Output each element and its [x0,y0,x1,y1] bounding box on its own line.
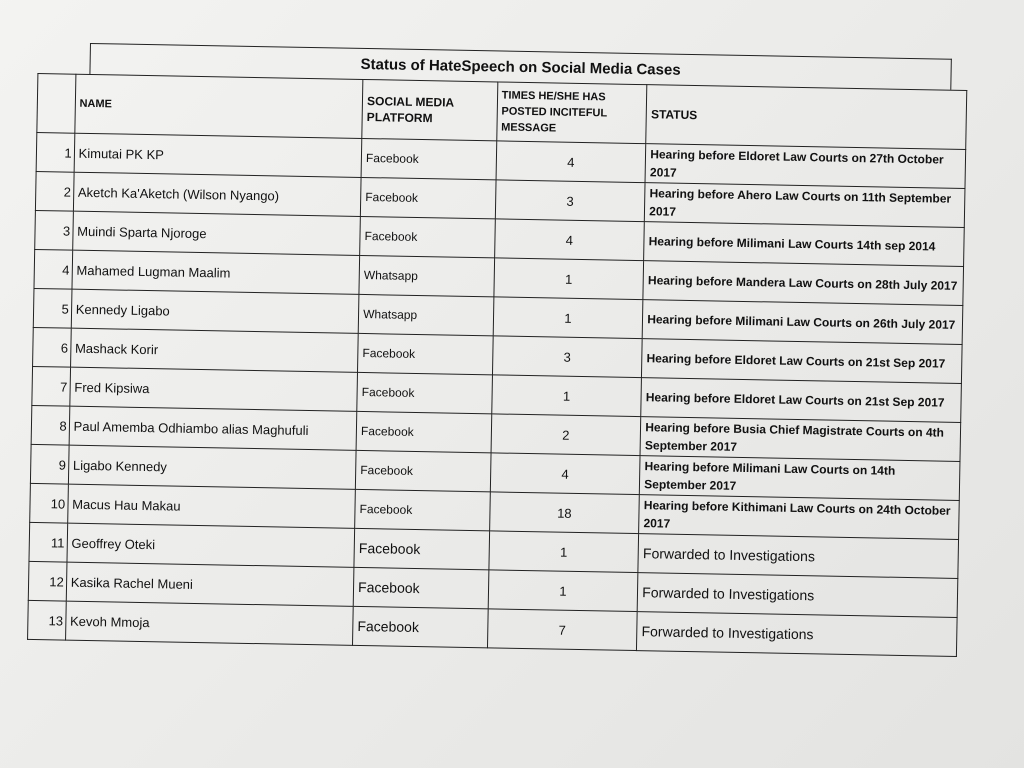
row-platform: Facebook [356,411,491,452]
row-platform: Whatsapp [358,294,493,335]
row-number: 7 [32,366,70,406]
row-times: 1 [494,258,644,300]
row-number: 1 [36,132,74,172]
row-times: 1 [491,375,641,417]
row-status: Hearing before Busia Chief Magistrate Courts on 4th September 2017 [640,417,960,462]
row-number: 5 [33,288,71,328]
row-number: 8 [31,405,69,445]
row-platform: Facebook [355,450,490,491]
row-platform: Facebook [353,567,488,608]
row-status: Forwarded to Investigations [637,612,957,657]
row-times: 1 [488,570,638,612]
row-name: Kasika Rachel Mueni [66,562,354,606]
header-name: NAME [75,74,363,138]
row-status: Forwarded to Investigations [637,573,957,618]
row-times: 4 [494,219,644,261]
row-number: 3 [35,210,73,250]
row-name: Mashack Korir [70,328,358,372]
document-table [27,42,968,657]
row-platform: Facebook [353,606,488,647]
row-status: Hearing before Ahero Law Courts on 11th September 2017 [645,183,965,228]
row-status: Hearing before Eldoret Law Courts on 21st Sep 2017 [642,339,962,384]
row-name: Kevoh Mmoja [65,601,353,645]
row-times: 4 [496,141,646,183]
header-times: TIMES HE/SHE HAS POSTED INCITEFUL MESSAGE [496,82,647,144]
row-platform: Facebook [358,333,493,374]
row-platform: Facebook [361,138,496,179]
row-platform: Whatsapp [359,255,494,296]
row-status: Hearing before Milimani Law Courts 14th sep 2014 [644,222,964,267]
row-name: Muindi Sparta Njoroge [72,211,360,255]
row-platform: Facebook [357,372,492,413]
row-number: 6 [33,327,71,367]
row-times: 3 [495,180,645,222]
row-platform: Facebook [354,528,489,569]
row-number: 13 [28,600,66,640]
row-status: Hearing before Eldoret Law Courts on 21st Sep 2017 [641,378,961,423]
row-name: Aketch Ka'Aketch (Wilson Nyango) [73,172,361,216]
row-platform: Facebook [360,177,495,218]
row-number: 10 [30,483,68,523]
row-name: Mahamed Lugman Maalim [72,250,360,294]
row-name: Paul Amemba Odhiambo alias Maghufuli [69,406,357,450]
row-number: 9 [30,444,68,484]
row-name: Kimutai PK KP [74,133,362,177]
row-number: 2 [35,171,73,211]
row-status: Hearing before Milimani Law Courts on 26th July 2017 [642,300,962,345]
cases-table [27,73,967,657]
row-platform: Facebook [360,216,495,257]
row-status: Hearing before Mandera Law Courts on 28th July 2017 [643,261,963,306]
header-status: STATUS [646,85,967,150]
row-status: Forwarded to Investigations [638,534,958,579]
row-times: 4 [490,453,640,495]
header-platform: SOCIAL MEDIA PLATFORM [362,79,498,140]
row-status: Hearing before Eldoret Law Courts on 27th October 2017 [645,144,965,189]
document-title: Status of HateSpeech on Social Media Cases [89,43,951,90]
row-name: Macus Hau Makau [67,484,355,528]
row-status: Hearing before Kithimani Law Courts on 24th October 2017 [639,495,959,540]
row-name: Geoffrey Oteki [67,523,355,567]
header-number [37,74,76,134]
row-name: Kennedy Ligabo [71,289,359,333]
row-number: 4 [34,249,72,289]
row-number: 12 [28,561,66,601]
row-times: 2 [491,414,641,456]
row-number: 11 [29,522,67,562]
row-status: Hearing before Milimani Law Courts on 14th September 2017 [640,456,960,501]
row-times: 7 [487,609,637,651]
row-name: Fred Kipsiwa [70,367,358,411]
row-platform: Facebook [355,489,490,530]
row-name: Ligabo Kennedy [68,445,356,489]
row-times: 1 [489,531,639,573]
row-times: 18 [489,492,639,534]
table-body [28,132,966,656]
row-times: 3 [492,336,642,378]
row-times: 1 [493,297,643,339]
